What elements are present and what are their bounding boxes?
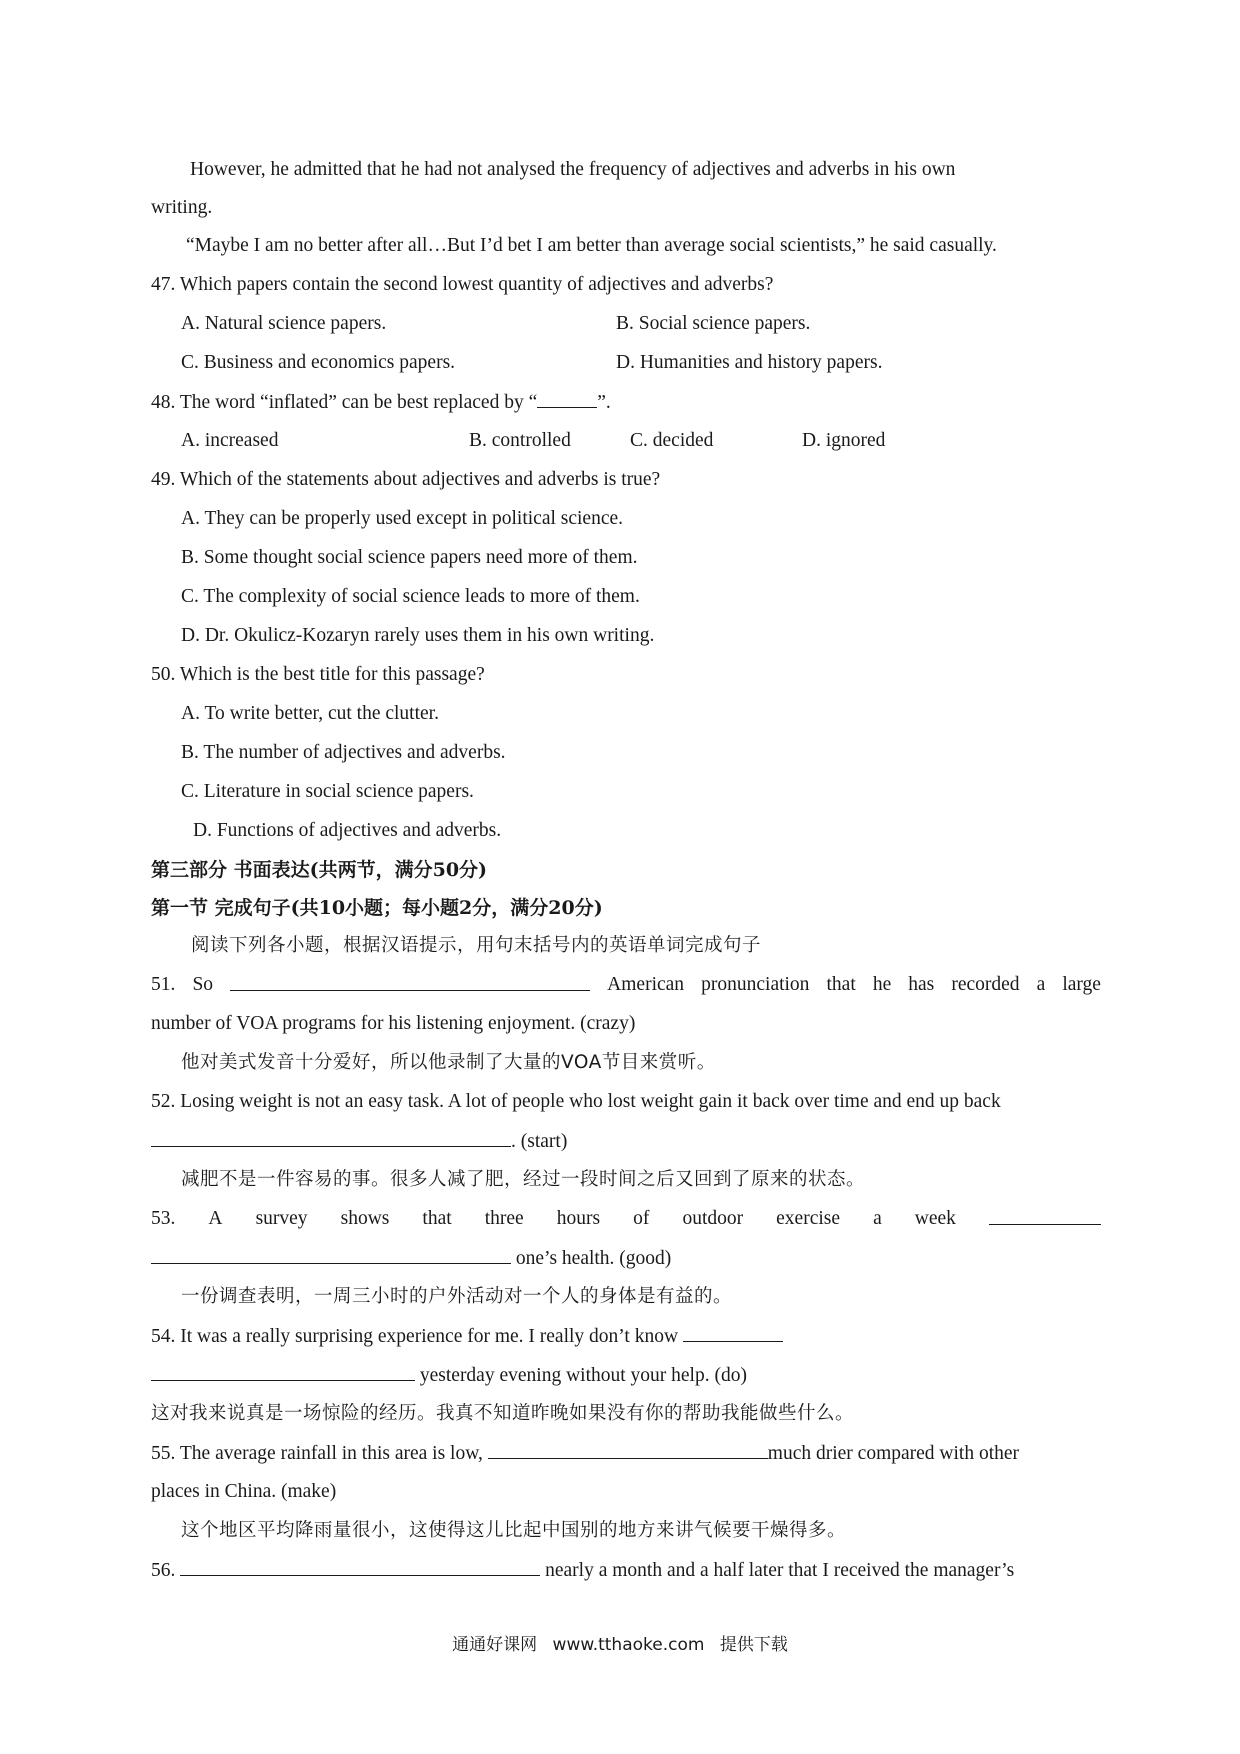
- question-50-option-d: D. Functions of adjectives and adverbs.: [193, 820, 502, 841]
- question-54-line-1-text: 54. It was a really surprising experience for me. I really don’t know: [151, 1326, 683, 1347]
- q51-word: that: [826, 974, 856, 995]
- question-49-option-b: B. Some thought social science papers need more of them.: [181, 547, 638, 568]
- page-footer: [0, 1630, 1240, 1655]
- question-48-stem-text: 48. The word “inflated” can be best replaced by “: [151, 392, 538, 413]
- question-49-option-d: D. Dr. Okulicz-Kozaryn rarely uses them in his own writing.: [181, 625, 655, 646]
- question-52-line-2: [151, 1128, 567, 1155]
- question-48-option-b: B. controlled: [469, 430, 571, 451]
- answer-blank[interactable]: [683, 1323, 783, 1342]
- question-48-stem-end: ”.: [597, 392, 611, 413]
- question-52-line-2-text: . (start): [511, 1131, 568, 1152]
- question-52-line-1: 52. Losing weight is not an easy task. A lot of people who lost weight gain it back over time and end up back: [151, 1091, 1001, 1112]
- q51-word: American: [607, 974, 685, 995]
- passage-paragraph-1-cont: writing.: [151, 197, 213, 218]
- answer-blank[interactable]: [537, 389, 597, 408]
- question-53-line-2-text: one’s health. (good): [511, 1248, 672, 1269]
- question-47-stem: 47. Which papers contain the second lowest quantity of adjectives and adverbs?: [151, 274, 774, 295]
- question-53-line-2: [151, 1245, 671, 1272]
- question-54-chinese-hint: 这对我来说真是一场惊险的经历。我真不知道昨晚如果没有你的帮助我能做些什么。: [151, 1403, 855, 1424]
- question-47-option-a: A. Natural science papers.: [181, 313, 387, 334]
- question-51-chinese-hint: 他对美式发音十分爱好，所以他录制了大量的VOA节目来赏听。: [181, 1052, 716, 1073]
- question-50-option-a: A. To write better, cut the clutter.: [181, 703, 439, 724]
- passage-paragraph-1: However, he admitted that he had not analysed the frequency of adjectives and adverbs in his own: [190, 159, 956, 180]
- question-56-line-1: [151, 1557, 1014, 1584]
- question-48-option-a: A. increased: [181, 430, 279, 451]
- q53-word: three: [484, 1208, 524, 1229]
- question-48-option-d: D. ignored: [802, 430, 886, 451]
- question-48-option-c: C. decided: [630, 430, 714, 451]
- answer-blank[interactable]: [180, 1557, 540, 1576]
- question-50-stem: 50. Which is the best title for this passage?: [151, 664, 485, 685]
- q51-word: recorded: [951, 974, 1020, 995]
- part-3-heading: 第三部分 书面表达(共两节，满分50分): [151, 859, 488, 881]
- question-47-option-c: C. Business and economics papers.: [181, 352, 456, 373]
- q51-word: 51.: [151, 974, 176, 995]
- question-54-line-2-text: yesterday evening without your help. (do): [415, 1365, 747, 1386]
- footer-url[interactable]: www.tthaoke.com: [552, 1635, 705, 1655]
- question-56-number: 56.: [151, 1560, 181, 1581]
- question-50-option-c: C. Literature in social science papers.: [181, 781, 474, 802]
- question-53-chinese-hint: 一份调查表明，一周三小时的户外活动对一个人的身体是有益的。: [181, 1286, 733, 1307]
- q51-word: So: [192, 974, 214, 995]
- q53-word: of: [633, 1208, 650, 1229]
- question-49-option-a: A. They can be properly used except in political science.: [181, 508, 624, 529]
- q51-word: has: [908, 974, 935, 995]
- question-55-line-2: places in China. (make): [151, 1481, 337, 1502]
- question-51-line-1: [151, 972, 1101, 998]
- question-56-line-1-text: nearly a month and a half later that I received the manager’s: [540, 1560, 1015, 1581]
- q53-word: exercise: [776, 1208, 841, 1229]
- question-55-line-1: [151, 1440, 1019, 1467]
- q51-word: a: [1036, 974, 1046, 995]
- q53-word: outdoor: [682, 1208, 744, 1229]
- question-54-line-2: [151, 1362, 747, 1389]
- question-55-line-1-text: 55. The average rainfall in this area is low,: [151, 1443, 488, 1464]
- answer-blank[interactable]: [151, 1128, 511, 1147]
- answer-blank[interactable]: [989, 1206, 1101, 1225]
- q51-word: pronunciation: [701, 974, 810, 995]
- section-1-heading: 第一节 完成句子(共10小题；每小题2分，满分20分): [151, 897, 603, 919]
- footer-note: 提供下载: [719, 1635, 788, 1655]
- q53-word: survey: [255, 1208, 308, 1229]
- q53-word: A: [208, 1208, 223, 1229]
- question-48-stem: [151, 389, 611, 416]
- section-1-instruction: 阅读下列各小题，根据汉语提示，用句末括号内的英语单词完成句子: [191, 935, 762, 956]
- question-50-option-b: B. The number of adjectives and adverbs.: [181, 742, 506, 763]
- q53-word: week: [914, 1208, 956, 1229]
- answer-blank[interactable]: [151, 1245, 511, 1264]
- question-47-option-b: B. Social science papers.: [616, 313, 811, 334]
- question-52-chinese-hint: 减肥不是一件容易的事。很多人减了肥，经过一段时间之后又回到了原来的状态。: [181, 1169, 866, 1190]
- question-51-line-2: number of VOA programs for his listening enjoyment. (crazy): [151, 1013, 636, 1034]
- footer-site-name: 通通好课网: [452, 1635, 538, 1655]
- q53-word: 53.: [151, 1208, 176, 1229]
- q53-word: hours: [556, 1208, 601, 1229]
- question-54-line-1: [151, 1323, 783, 1350]
- q53-word: a: [873, 1208, 882, 1229]
- question-55-chinese-hint: 这个地区平均降雨量很小，这使得这儿比起中国别的地方来讲气候要干燥得多。: [181, 1520, 847, 1541]
- question-53-line-1: [151, 1206, 1101, 1232]
- q51-word: he: [872, 974, 892, 995]
- answer-blank[interactable]: [230, 972, 590, 991]
- passage-paragraph-2: “Maybe I am no better after all…But I’d bet I am better than average social scientists,” he said casually.: [186, 235, 997, 256]
- q53-word: that: [422, 1208, 452, 1229]
- q51-word: large: [1062, 974, 1101, 995]
- question-49-stem: 49. Which of the statements about adjectives and adverbs is true?: [151, 469, 661, 490]
- question-49-option-c: C. The complexity of social science leads to more of them.: [181, 586, 640, 607]
- question-47-option-d: D. Humanities and history papers.: [616, 352, 883, 373]
- answer-blank[interactable]: [151, 1362, 415, 1381]
- q53-word: shows: [340, 1208, 390, 1229]
- answer-blank[interactable]: [488, 1440, 768, 1459]
- question-55-line-1-end: much drier compared with other: [767, 1443, 1020, 1464]
